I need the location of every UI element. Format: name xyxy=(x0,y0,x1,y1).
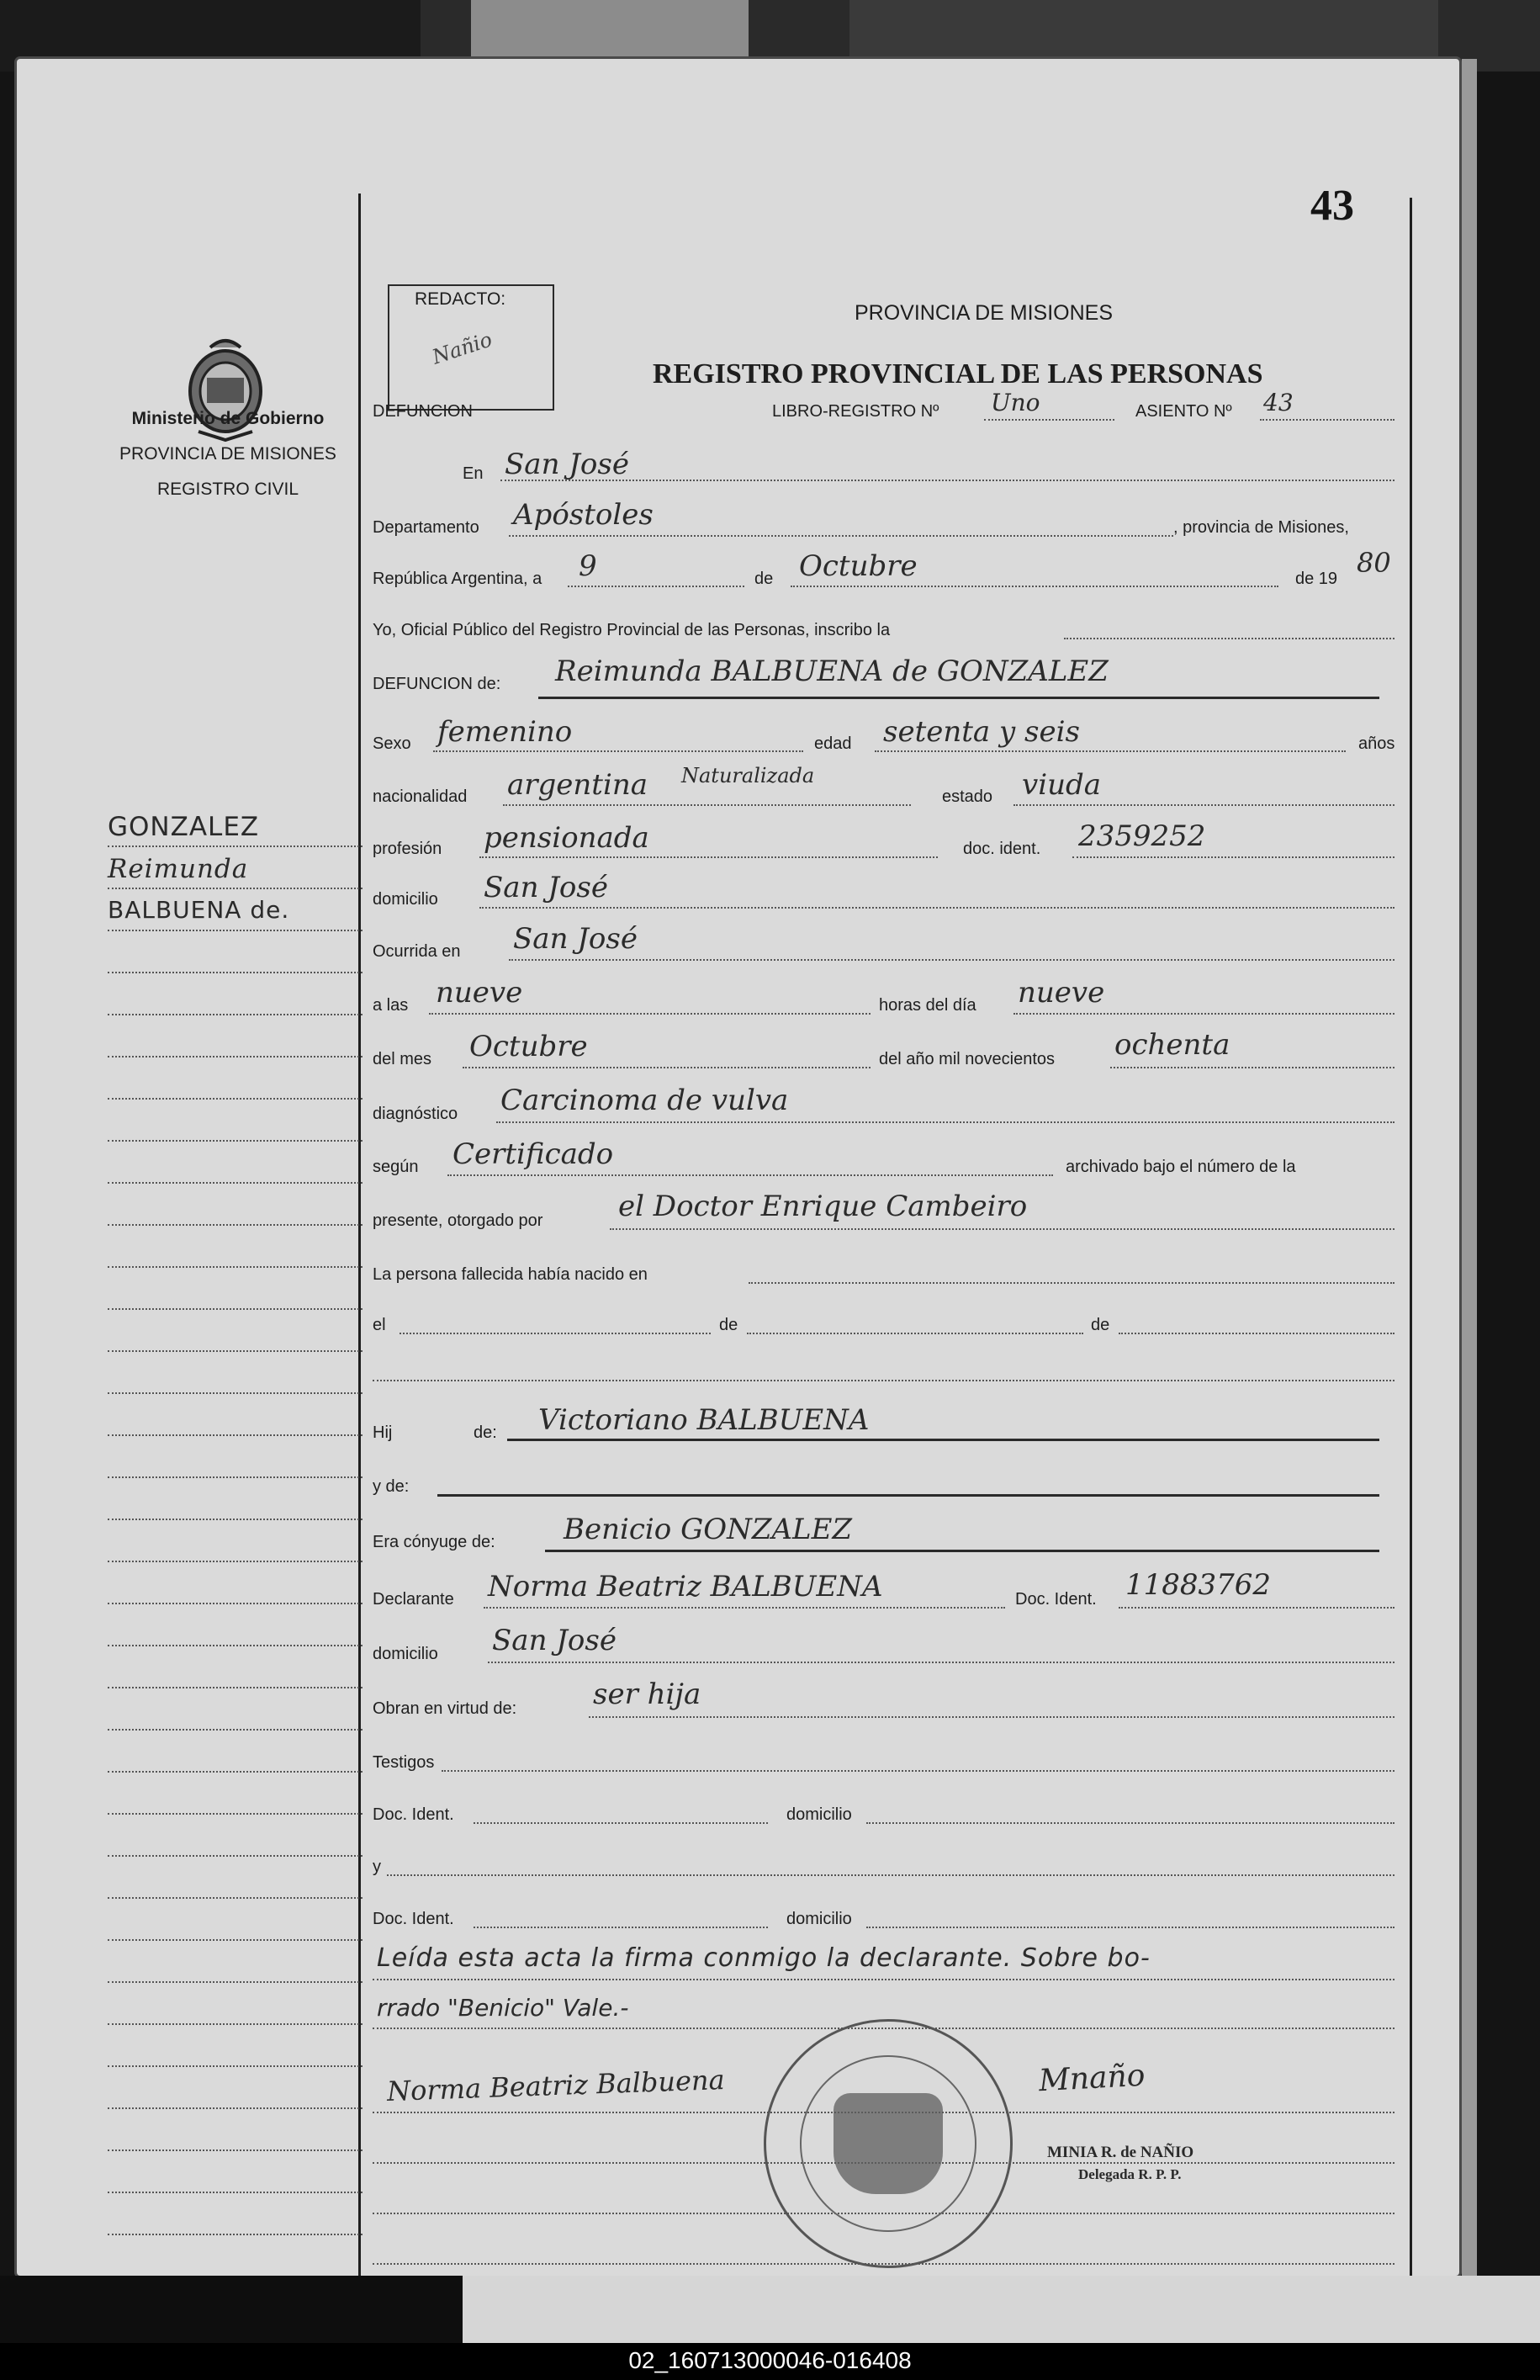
libro-line xyxy=(984,419,1114,421)
margin-note-line1: GONZALEZ xyxy=(108,812,260,842)
closing-line2: rrado "Benicio" Vale.- xyxy=(377,1994,629,2022)
margin-rule xyxy=(108,1855,363,1857)
obran-label: Obran en virtud de: xyxy=(373,1699,517,1718)
horas-label: horas del día xyxy=(879,996,976,1015)
closing-rule1 xyxy=(373,1979,1394,1980)
en-value: San José xyxy=(505,448,629,481)
margin-rule xyxy=(108,1813,363,1815)
margin-rule xyxy=(108,1981,363,1983)
de-year-label: de 19 xyxy=(1295,570,1338,588)
hij-label: Hij xyxy=(373,1423,393,1442)
asiento-value: 43 xyxy=(1263,389,1294,416)
hij-underline xyxy=(507,1439,1379,1441)
departamento-line xyxy=(509,535,1173,537)
margin-rule xyxy=(108,1729,363,1731)
decl-doc-label: Doc. Ident. xyxy=(1015,1590,1097,1609)
t2-doc-line xyxy=(474,1927,768,1928)
y-label: y xyxy=(373,1858,381,1876)
closing-line1: Leída esta acta la firma conmigo la declarante. Sobre bo- xyxy=(377,1943,1151,1973)
libro-label: LIBRO-REGISTRO Nº xyxy=(772,402,939,421)
domicilio-value: San José xyxy=(484,871,608,904)
a-las-value: nueve xyxy=(436,976,523,1010)
en-line xyxy=(500,480,1394,481)
redacto-label: REDACTO: xyxy=(415,289,506,309)
dia-value: nueve xyxy=(1018,976,1105,1010)
decl-domicilio-label: domicilio xyxy=(373,1645,438,1663)
t-doc-line xyxy=(474,1822,768,1824)
edad-line xyxy=(875,750,1346,752)
image-caption: 02_160713000046-016408 xyxy=(628,2347,912,2373)
deceased-name xyxy=(555,655,1109,688)
profesion-line xyxy=(479,856,938,858)
day-line xyxy=(568,586,744,587)
margin-rule xyxy=(108,1519,363,1520)
decl-domicilio-line xyxy=(488,1662,1394,1663)
departamento-value: Apóstoles xyxy=(513,498,654,532)
presente-value: el Doctor Enrique Cambeiro xyxy=(618,1190,1028,1223)
defuncion-underline xyxy=(538,697,1379,699)
provincia-suffix: , provincia de Misiones, xyxy=(1173,518,1349,537)
margin-rule xyxy=(108,2149,363,2151)
margin-rule xyxy=(108,930,363,931)
margin-rule xyxy=(108,2065,363,2067)
estado-value: viuda xyxy=(1022,768,1102,802)
hij-value-text: Victoriano BALBUENA xyxy=(538,1403,870,1437)
bottom-background xyxy=(0,2276,1540,2343)
margin-rule xyxy=(108,1434,363,1436)
segun-label: según xyxy=(373,1158,419,1176)
header-registry-title: REGISTRO PROVINCIAL DE LAS PERSONAS xyxy=(653,358,1263,390)
top-table-surface xyxy=(471,0,749,59)
book-binding-edge xyxy=(1462,59,1477,2280)
ministry-registry: REGISTRO CIVIL xyxy=(156,480,299,499)
conyuge-label: Era cónyuge de: xyxy=(373,1533,495,1551)
a-las-label: a las xyxy=(373,996,409,1015)
page-number: 43 xyxy=(1310,182,1354,230)
el-label: el xyxy=(373,1316,386,1334)
ministry-name: Ministerio de Gobierno xyxy=(131,409,325,428)
naturalizada-value: Naturalizada xyxy=(681,764,815,787)
declarante-value: Norma Beatriz BALBUENA xyxy=(488,1570,883,1603)
a-las-line xyxy=(429,1013,871,1015)
margin-rule xyxy=(108,1014,363,1015)
diagnostico-line xyxy=(496,1121,1394,1123)
segun-line xyxy=(447,1174,1053,1176)
day-value: 9 xyxy=(579,549,597,583)
margin-rule xyxy=(108,888,363,889)
margin-note-line2: Reimunda xyxy=(108,854,249,884)
doc-ident-line xyxy=(1072,856,1394,858)
bottom-surface xyxy=(463,2276,1540,2343)
y-line xyxy=(387,1874,1394,1876)
blank-line xyxy=(373,1380,1394,1381)
decl-doc-value: 11883762 xyxy=(1125,1568,1272,1602)
edad-value: setenta y seis xyxy=(883,715,1080,749)
doc-ident-label: doc. ident. xyxy=(963,840,1041,858)
testigos-label: Testigos xyxy=(373,1753,435,1772)
t-domicilio-label: domicilio xyxy=(786,1805,852,1824)
year-value: 80 xyxy=(1357,547,1391,579)
diagnostico-label: diagnóstico xyxy=(373,1105,458,1123)
presente-line xyxy=(610,1228,1394,1230)
el-line xyxy=(400,1333,711,1334)
official-seal xyxy=(764,2019,1013,2268)
nacionalidad-line xyxy=(503,804,911,806)
mes-line xyxy=(463,1067,871,1068)
de2-label: de xyxy=(1091,1316,1110,1334)
ocurrida-value: San José xyxy=(513,922,638,956)
de1-line xyxy=(747,1333,1083,1334)
del-ano-label: del año mil novecientos xyxy=(879,1050,1056,1068)
margin-rule xyxy=(108,1603,363,1604)
ano-value: ochenta xyxy=(1114,1028,1230,1062)
declarant-signature: Norma Beatriz Balbuena xyxy=(386,2064,726,2107)
official-name-stamp: MINIA R. de NAÑIO xyxy=(1047,2144,1194,2161)
margin-note-line3: BALBUENA de. xyxy=(108,896,290,924)
decl-domicilio-value: San José xyxy=(492,1624,617,1657)
anos-label: años xyxy=(1358,734,1395,753)
ocurrida-label: Ocurrida en xyxy=(373,942,461,961)
margin-rule xyxy=(108,972,363,973)
diagnostico-value: Carcinoma de vulva xyxy=(500,1084,789,1117)
y-de-underline xyxy=(437,1494,1379,1497)
republica-label: República Argentina, a xyxy=(373,570,542,588)
nacido-label: La persona fallecida había nacido en xyxy=(373,1265,648,1284)
margin-rule xyxy=(108,1897,363,1899)
sexo-value: femenino xyxy=(437,715,573,749)
obran-value: ser hija xyxy=(593,1678,701,1711)
margin-rule xyxy=(108,1561,363,1562)
libro-value: Uno xyxy=(991,389,1040,416)
yo-line xyxy=(1064,638,1394,639)
de1-label: de xyxy=(719,1316,738,1334)
defuncion-title: DEFUNCION xyxy=(373,402,473,421)
margin-rule xyxy=(108,1056,363,1057)
ano-line xyxy=(1110,1067,1394,1068)
nacido-line xyxy=(749,1282,1394,1284)
presente-label: presente, otorgado por xyxy=(373,1211,543,1230)
margin-rule xyxy=(108,1224,363,1226)
mes-value: Octubre xyxy=(469,1030,588,1063)
redacto-box xyxy=(388,284,554,411)
estado-line xyxy=(1013,804,1394,806)
profesion-value: pensionada xyxy=(484,821,649,855)
declarante-label: Declarante xyxy=(373,1590,454,1609)
obran-line xyxy=(589,1716,1394,1718)
margin-rule xyxy=(108,1140,363,1142)
margin-rule xyxy=(108,2023,363,2025)
margin-rule xyxy=(108,2234,363,2235)
doc-ident-value: 2359252 xyxy=(1078,819,1206,853)
t-doc-label: Doc. Ident. xyxy=(373,1805,454,1824)
top-book-edge xyxy=(849,0,1438,63)
margin-rule xyxy=(108,1350,363,1352)
margin-rule xyxy=(108,1771,363,1773)
archivado-label: archivado bajo el número de la xyxy=(1066,1158,1296,1176)
conyuge-underline xyxy=(545,1550,1379,1552)
del-mes-label: del mes xyxy=(373,1050,432,1068)
provincial-crest-icon xyxy=(182,332,269,448)
official-role-stamp: Delegada R. P. P. xyxy=(1078,2166,1182,2182)
margin-rule xyxy=(108,1182,363,1184)
en-label: En xyxy=(463,464,484,483)
seal-crest-icon xyxy=(834,2093,943,2194)
margin-rule xyxy=(108,1308,363,1310)
margin-rule xyxy=(108,1476,363,1478)
margin-rule xyxy=(108,1939,363,1941)
form-right-rule xyxy=(1410,198,1412,2297)
t-domicilio-line xyxy=(866,1822,1394,1824)
document-page xyxy=(17,59,1459,2276)
official-signature: Mnaño xyxy=(1038,2058,1146,2099)
segun-value: Certificado xyxy=(452,1137,614,1171)
profesion-label: profesión xyxy=(373,840,442,858)
margin-rule xyxy=(108,2192,363,2193)
departamento-label: Departamento xyxy=(373,518,479,537)
deceased-name-text: Reimunda BALBUENA de GONZALEZ xyxy=(555,655,1109,688)
de2-line xyxy=(1119,1333,1394,1334)
t2-doc-label: Doc. Ident. xyxy=(373,1910,454,1928)
redacto-signature: Nañio xyxy=(429,327,495,369)
margin-rule xyxy=(108,1266,363,1268)
dia-line xyxy=(1013,1013,1394,1015)
testigos-line xyxy=(442,1770,1394,1772)
month-value: Octubre xyxy=(799,549,918,583)
sexo-label: Sexo xyxy=(373,734,411,753)
margin-rule xyxy=(108,1645,363,1646)
decl-doc-line xyxy=(1119,1607,1394,1609)
header-province: PROVINCIA DE MISIONES xyxy=(855,301,1114,325)
domicilio-label: domicilio xyxy=(373,890,438,909)
declarante-line xyxy=(484,1607,1005,1609)
conyuge-value xyxy=(564,1513,852,1546)
nacionalidad-label: nacionalidad xyxy=(373,787,468,806)
margin-rule xyxy=(108,1687,363,1688)
margin-rule xyxy=(108,845,363,847)
margin-rule xyxy=(108,2107,363,2109)
de-label: de xyxy=(754,570,774,588)
estado-label: estado xyxy=(942,787,993,806)
nacionalidad-value: argentina xyxy=(507,768,648,802)
edad-label: edad xyxy=(814,734,852,753)
margin-rule xyxy=(108,1098,363,1100)
ocurrida-line xyxy=(509,959,1394,961)
asiento-label: ASIENTO Nº xyxy=(1135,402,1232,421)
sexo-line xyxy=(433,750,803,752)
t2-domicilio-label: domicilio xyxy=(786,1910,852,1928)
hij-value xyxy=(538,1403,869,1437)
conyuge-value-text: Benicio GONZALEZ xyxy=(564,1513,853,1546)
t2-domicilio-line xyxy=(866,1927,1394,1928)
month-line xyxy=(791,586,1278,587)
defuncion-de-label: DEFUNCION de: xyxy=(373,675,501,693)
yo-text: Yo, Oficial Público del Registro Provincial de las Personas, inscribo la xyxy=(373,621,891,639)
ministry-province: PROVINCIA DE MISIONES xyxy=(119,444,336,464)
margin-rule xyxy=(108,1392,363,1394)
asiento-line xyxy=(1260,419,1394,421)
hij-de-label: de: xyxy=(474,1423,497,1442)
domicilio-line xyxy=(479,907,1394,909)
y-de-label: y de: xyxy=(373,1477,410,1496)
